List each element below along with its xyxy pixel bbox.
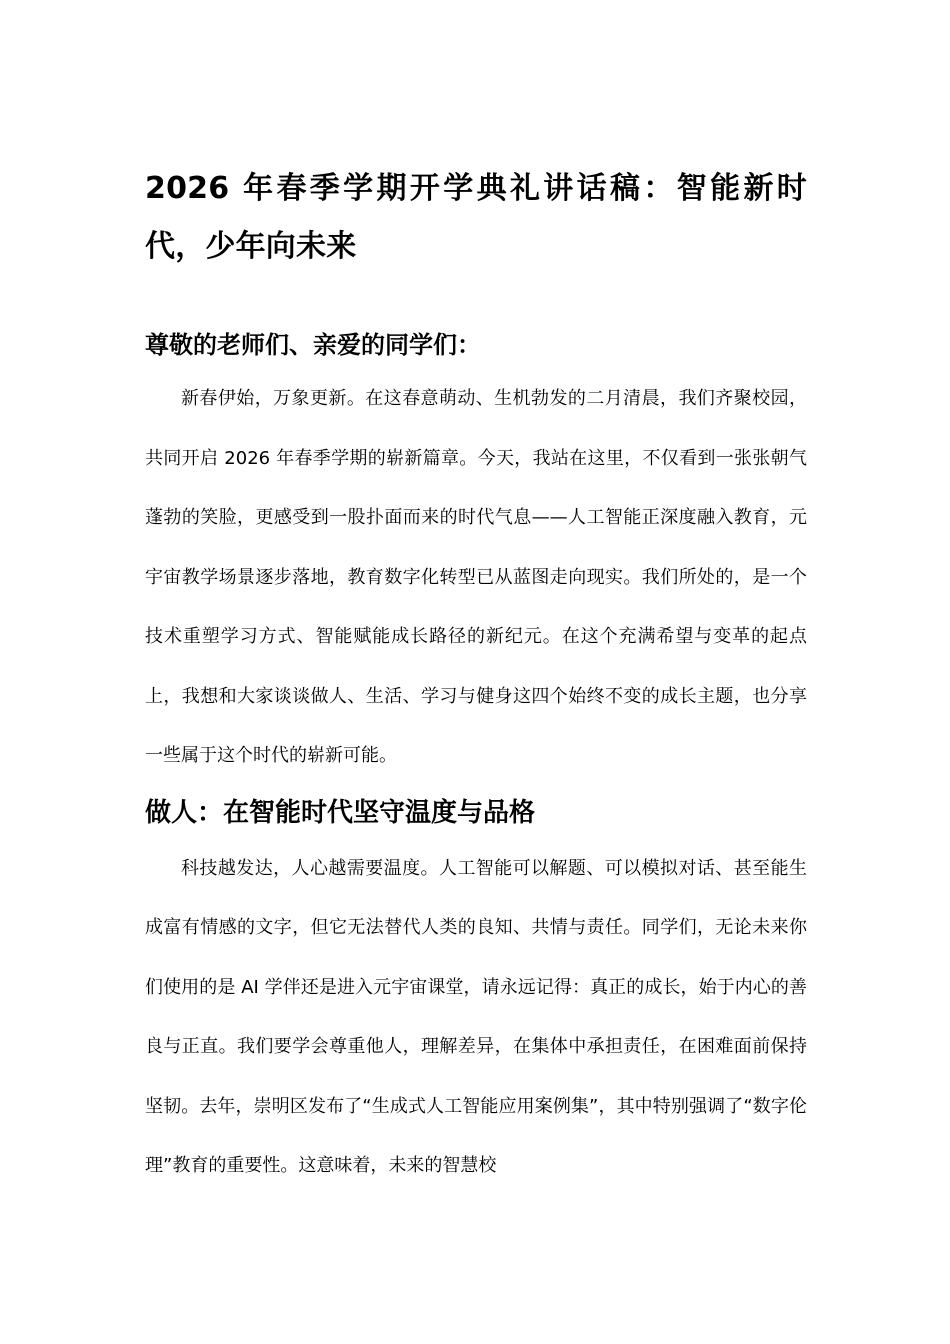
paragraph-intro: 新春伊始，万象更新。在这春意萌动、生机勃发的二月清晨，我们齐聚校园，共同开启 2026 年春季学期的崭新篇章。今天，我站在这里，不仅看到一张张朝气蓬勃的笑脸，更感受到一股扑面而来的时代气息——人工智能正深度融入教育，元宇宙教学场景逐步落地，教育数字化转型已从蓝图走向现实。我们所处的，是一个技术重塑学习方式、智能赋能成长路径的新纪元。在这个充满希望与变革的起点上，我想和大家谈谈做人、生活、学习与健身这四个始终不变的成长主题，也分享一些属于这个时代的崭新可能。 bbox=[145, 388, 807, 766]
salutation: 尊敬的老师们、亲爱的同学们： bbox=[145, 331, 481, 359]
document-title: 2026 年春季学期开学典礼讲话稿：智能新时代，少年向未来 bbox=[145, 171, 807, 264]
section-heading-conduct: 做人：在智能时代坚守温度与品格 bbox=[145, 797, 536, 828]
paragraph-conduct: 科技越发达，人心越需要温度。人工智能可以解题、可以模拟对话、甚至能生成富有情感的文字，但它无法替代人类的良知、共情与责任。同学们，无论未来你们使用的是 AI 学伴还是进入元宇宙课堂，请永远记得：真正的成长，始于内心的善良与正直。我们要学会尊重他人，理解差异，在集体中承担责任，在困难面前保持坚韧。去年，崇明区发布了“生成式人工智能应用案例集”，其中特别强调了“数字伦理”教育的重要性。这意味着，未来的智慧校 bbox=[145, 857, 807, 1176]
document-body bbox=[145, 160, 807, 1196]
